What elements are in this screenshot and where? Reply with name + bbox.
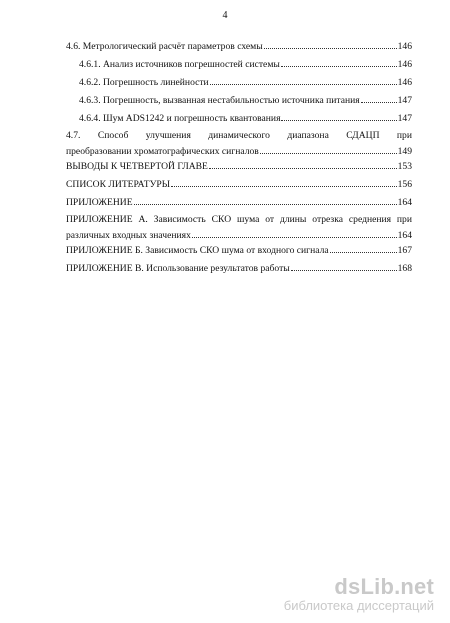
leader-dots: [291, 262, 397, 271]
toc-entry: [66, 196, 412, 211]
leader-dots: [171, 178, 397, 187]
toc-entry-label-cont: различных входных значениях: [66, 230, 191, 241]
leader-dots: [330, 244, 397, 253]
toc-entry-label: ПРИЛОЖЕНИЕ Б. Зависимость СКО шума от входного сигнала: [66, 245, 329, 256]
toc-entry-label: 4.6.1. Анализ источников погрешностей системы: [79, 59, 280, 70]
leader-dots: [361, 94, 397, 103]
toc-entry-page: 156: [397, 179, 412, 190]
toc-entry-label: 4.6.4. Шум ADS1242 и погрешность квантования: [79, 113, 281, 124]
watermark: [284, 574, 434, 613]
table-of-contents: [66, 40, 412, 277]
leader-dots: [264, 40, 397, 49]
page-number: 4: [222, 10, 228, 21]
toc-entry-label: 4.6. Метрологический расчёт параметров схемы: [66, 41, 263, 52]
leader-dots: [260, 145, 397, 154]
leader-dots: [192, 229, 397, 238]
toc-entry-page: 146: [397, 77, 412, 88]
toc-entry-page: 146: [397, 59, 412, 70]
toc-entry: [66, 178, 412, 193]
toc-entry-label: 4.6.3. Погрешность, вызванная нестабильностью источника питания: [79, 95, 360, 106]
toc-entry-label-cont: преобразовании хроматографических сигналов: [66, 146, 259, 157]
watermark-logo: dsLib.net: [334, 574, 434, 599]
toc-entry-page: 149: [397, 146, 412, 157]
toc-entry-page: 147: [397, 113, 412, 124]
leader-dots: [281, 112, 396, 121]
toc-entry-page: 153: [397, 161, 412, 172]
toc-entry: [66, 40, 412, 55]
leader-dots: [134, 196, 397, 205]
toc-entry: [66, 112, 412, 127]
toc-entry-multiline: [66, 214, 412, 244]
toc-entry: [66, 94, 412, 109]
toc-entry-page: 167: [397, 245, 412, 256]
watermark-subtitle: библиотека диссертаций: [283, 598, 434, 613]
toc-entry-label: 4.7. Способ улучшения динамического диапазона СДАЦП при: [66, 130, 412, 141]
toc-entry-page: 147: [397, 95, 412, 106]
toc-entry-page: 164: [397, 230, 412, 241]
toc-entry-page: 168: [397, 263, 412, 274]
toc-entry: [66, 244, 412, 259]
toc-entry-label: ВЫВОДЫ К ЧЕТВЕРТОЙ ГЛАВЕ: [66, 161, 208, 172]
leader-dots: [210, 76, 397, 85]
toc-entry-label: ПРИЛОЖЕНИЕ А. Зависимость СКО шума от длины отрезка среднения при: [66, 214, 412, 225]
leader-dots: [209, 160, 397, 169]
toc-entry-label: СПИСОК ЛИТЕРАТУРЫ: [66, 179, 171, 190]
toc-entry: [66, 58, 412, 73]
toc-entry-multiline: [66, 130, 412, 160]
toc-entry-label: ПРИЛОЖЕНИЕ: [66, 197, 133, 208]
leader-dots: [281, 58, 397, 67]
toc-entry-label: ПРИЛОЖЕНИЕ В. Использование результатов работы: [66, 263, 290, 274]
toc-entry-page: 164: [397, 197, 412, 208]
toc-entry: [66, 262, 412, 277]
toc-entry: [66, 76, 412, 91]
toc-entry-page: 146: [397, 41, 412, 52]
toc-entry-label: 4.6.2. Погрешность линейности: [79, 77, 209, 88]
toc-entry: [66, 160, 412, 175]
